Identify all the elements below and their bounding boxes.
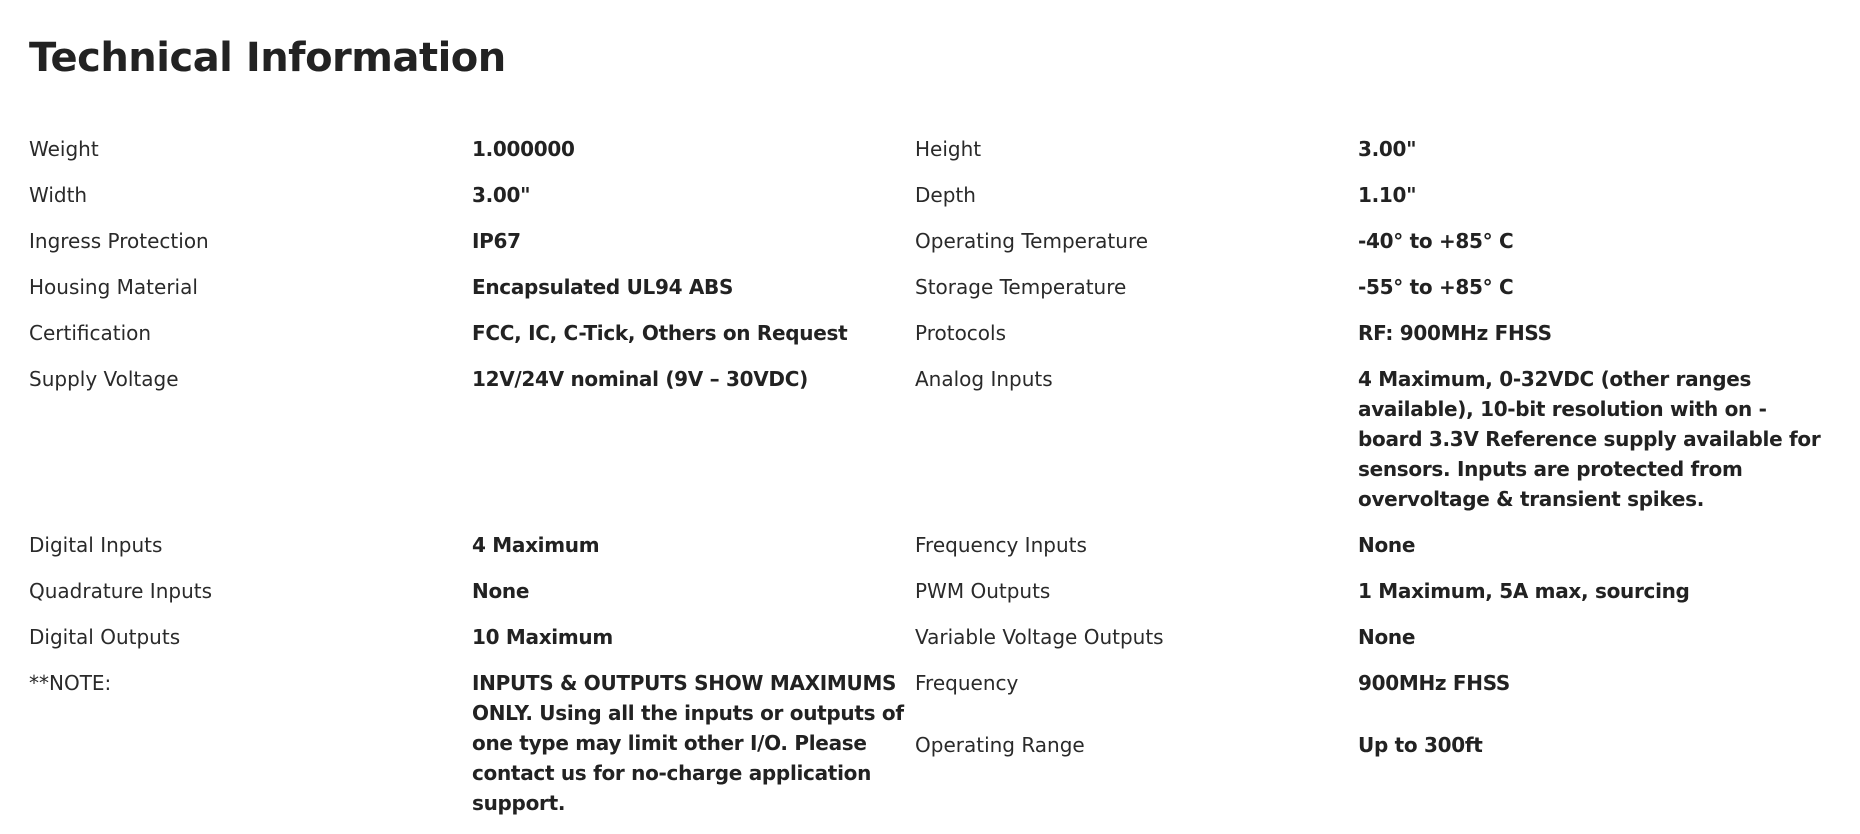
spec-label-quadrature-inputs: Quadrature Inputs xyxy=(29,579,213,603)
spec-label-height: Height xyxy=(915,137,982,161)
spec-value-variable-voltage-outputs: None xyxy=(1358,625,1416,649)
spec-label-variable-voltage-outputs: Variable Voltage Outputs xyxy=(915,625,1164,649)
spec-value-housing-material: Encapsulated UL94 ABS xyxy=(472,275,734,299)
spec-value-protocols: RF: 900MHz FHSS xyxy=(1358,321,1552,345)
spec-label-frequency-inputs: Frequency Inputs xyxy=(915,533,1087,557)
spec-value-width: 3.00" xyxy=(472,183,531,207)
spec-label-digital-outputs: Digital Outputs xyxy=(29,625,181,649)
spec-value-note: INPUTS & OUTPUTS SHOW MAXIMUMS ONLY. Using all the inputs or outputs of one type may limit other I/O. Please contact us for no-charge application support. xyxy=(472,671,904,815)
spec-value-ingress-protection: IP67 xyxy=(472,229,521,253)
spec-value-weight: 1.000000 xyxy=(472,137,575,161)
spec-label-analog-inputs: Analog Inputs xyxy=(915,367,1053,391)
spec-label-width: Width xyxy=(29,183,88,207)
spec-value-pwm-outputs: 1 Maximum, 5A max, sourcing xyxy=(1358,579,1690,603)
spec-value-depth: 1.10" xyxy=(1358,183,1417,207)
spec-label-digital-inputs: Digital Inputs xyxy=(29,533,163,557)
specs-table xyxy=(29,134,1829,834)
spec-label-depth: Depth xyxy=(915,183,976,207)
spec-value-digital-inputs: 4 Maximum xyxy=(472,533,600,557)
spec-label-supply-voltage: Supply Voltage xyxy=(29,367,179,391)
spec-value-supply-voltage: 12V/24V nominal (9V – 30VDC) xyxy=(472,367,808,391)
spec-value-analog-inputs: 4 Maximum, 0-32VDC (other ranges available), 10-bit resolution with on -board 3.3V Reference supply available for sensors. Inputs are protected from overvoltage & transient spikes. xyxy=(1358,367,1821,511)
spec-value-height: 3.00" xyxy=(1358,137,1417,161)
spec-label-weight: Weight xyxy=(29,137,99,161)
spec-value-quadrature-inputs: None xyxy=(472,579,530,603)
spec-label-protocols: Protocols xyxy=(915,321,1007,345)
spec-value-digital-outputs: 10 Maximum xyxy=(472,625,613,649)
spec-label-operating-range: Operating Range xyxy=(915,733,1085,757)
spec-label-operating-temperature: Operating Temperature xyxy=(915,229,1149,253)
spec-value-frequency-inputs: None xyxy=(1358,533,1416,557)
spec-value-operating-temperature: -40° to +85° C xyxy=(1358,229,1514,253)
spec-label-certification: Certification xyxy=(29,321,152,345)
extra-labels xyxy=(915,668,1358,834)
spec-label-housing-material: Housing Material xyxy=(29,275,198,299)
extra-values xyxy=(1358,668,1829,834)
spec-label-frequency: Frequency xyxy=(915,671,1019,695)
spec-value-certification: FCC, IC, C-Tick, Others on Request xyxy=(472,321,848,345)
spec-value-frequency: 900MHz FHSS xyxy=(1358,671,1511,695)
spec-label-ingress-protection: Ingress Protection xyxy=(29,229,209,253)
spec-label-storage-temperature: Storage Temperature xyxy=(915,275,1127,299)
section-title: Technical Information xyxy=(29,35,506,81)
spec-value-storage-temperature: -55° to +85° C xyxy=(1358,275,1514,299)
spec-value-operating-range: Up to 300ft xyxy=(1358,733,1483,757)
spec-label-pwm-outputs: PWM Outputs xyxy=(915,579,1051,603)
spec-label-note: **NOTE: xyxy=(29,671,112,695)
